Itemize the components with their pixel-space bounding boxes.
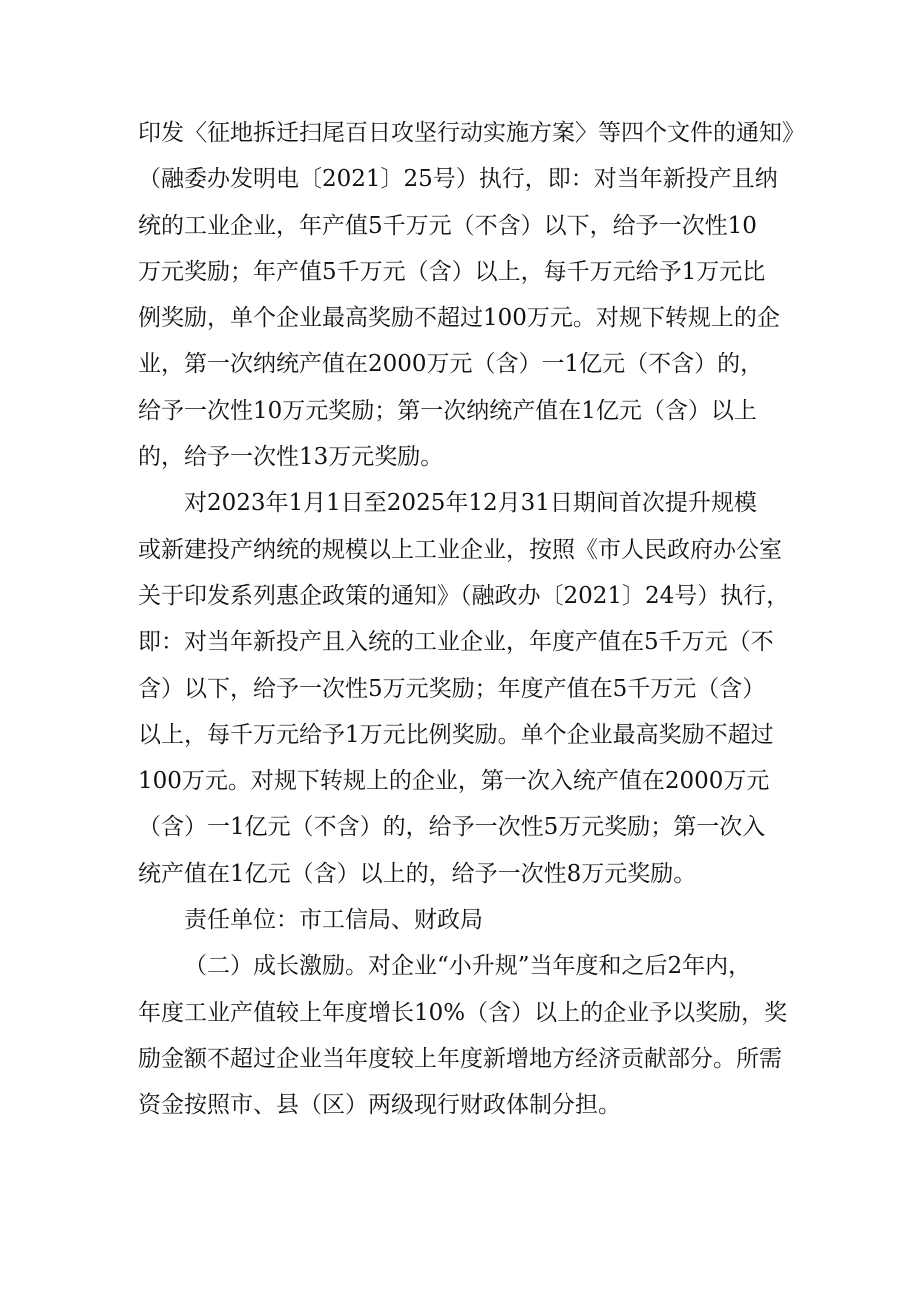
text-line: 励金额不超过企业当年度较上年度新增地方经济贡献部分。所需 [138,1045,782,1072]
text-line: 给予一次性10万元奖励；第一次纳统产值在1亿元（含）以上 [138,397,757,424]
text-line: 年度工业产值较上年度增长10%（含）以上的企业予以奖励，奖 [138,999,788,1026]
document-body [138,110,805,1129]
text-line: 关于印发系列惠企政策的通知》（融政办〔2021〕24号）执行， [138,582,790,609]
text-line: （含）一1亿元（不含）的，给予一次性5万元奖励；第一次入 [138,814,766,841]
text-line: 的，给予一次性13万元奖励。 [138,444,444,471]
text-line: 例奖励，单个企业最高奖励不超过100万元。对规下转规上的企 [138,305,780,332]
text-line: 以上，每千万元给予1万元比例奖励。单个企业最高奖励不超过 [138,721,774,748]
text-line: 印发〈征地拆迁扫尾百日攻坚行动实施方案〉等四个文件的通知》 [138,120,805,146]
text-line: 统的工业企业，年产值5千万元（不含）以下，给予一次性10 [138,212,757,239]
text-line: 统产值在1亿元（含）以上的，给予一次性8万元奖励。 [138,860,697,887]
text-line: 资金按照市、县（区）两级现行财政体制分担。 [138,1092,621,1119]
responsible-units-line: 责任单位：市工信局、财政局 [184,907,483,934]
text-line: 即：对当年新投产且入统的工业企业，年度产值在5千万元（不 [138,629,774,656]
paragraph-first-line: 对2023年1月1日至2025年12月31日期间首次提升规模 [184,490,757,517]
text-line: 万元奖励；年产值5千万元（含）以上，每千万元给予1万元比 [138,258,766,285]
section-heading-line: （二）成长激励。对企业“小升规”当年度和之后2年内， [184,953,752,980]
text-line: （融委办发明电〔2021〕25号）执行，即：对当年新投产且纳 [138,166,778,193]
text-line: 或新建投产纳统的规模以上工业企业，按照《市人民政府办公室 [138,536,782,563]
text-line: 业，第一次纳统产值在2000万元（含）一1亿元（不含）的， [138,351,764,378]
text-line: 含）以下，给予一次性5万元奖励；年度产值在5千万元（含） [138,675,766,702]
text-line: 100万元。对规下转规上的企业，第一次入统产值在2000万元 [138,768,770,795]
